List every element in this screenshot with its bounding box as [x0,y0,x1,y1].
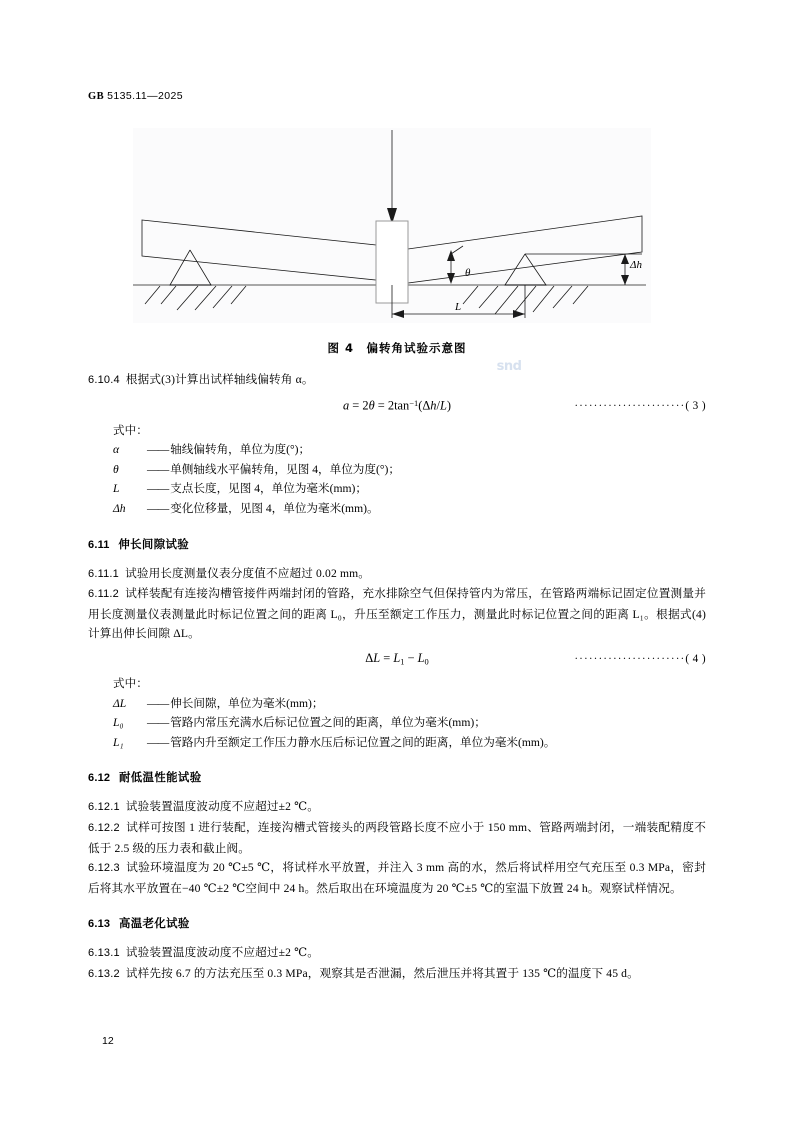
left-pipe-body [142,220,376,280]
definition-row [113,713,706,733]
theta-arrow-head-up [447,250,455,261]
definition-text: 伸长间隙，单位为毫米(mm)； [170,696,324,710]
equation-3-row [88,397,706,421]
l-arrow-left [392,310,404,318]
definition-dash: —— [147,735,169,749]
clause-6-12-1 [88,797,706,818]
definition-list-2 [88,694,706,753]
definition-symbol: L₁ [113,735,124,749]
definition-text: 单侧轴线水平偏转角，见图 4，单位为度(°)； [170,462,400,476]
clause-6-13-2-text: 试样先按 6.7 的方法充压至 0.3 MPa，观察其是否泄漏，然后泄压并将其置于 135 ℃的温度下 45 d。 [125,966,639,980]
clause-6-12-3 [88,858,706,898]
clause-6-11-1 [88,564,706,585]
section-6-12-title: 耐低温性能试验 [118,770,202,785]
right-ground-hatching [463,286,588,314]
definition-text: 支点长度，见图 4，单位为毫米(mm)； [170,482,367,496]
section-6-12-number: 6.12 [88,772,111,785]
clause-6-11-1-number: 6.11.1 [88,567,119,580]
span-label: L [455,301,462,313]
delta-h-arrow-down [621,275,629,285]
section-heading-6-12 [88,769,706,785]
clause-6-12-3-number: 6.12.3 [88,862,120,875]
definition-text: 管路内升至额定工作压力静水压后标记位置之间的距离，单位为毫米(mm)。 [170,735,556,749]
left-ground-hatching [145,286,246,310]
definition-dash: —— [147,443,169,457]
definition-symbol: L [113,482,120,496]
definition-symbol: α [113,443,120,457]
watermark: snd [496,359,522,374]
definition-symbol: θ [113,462,119,476]
definition-text: 轴线偏转角，单位为度(°)； [170,443,311,457]
definition-list-1 [88,440,706,518]
theta-leader [451,246,463,254]
delta-h-label: Δh [630,259,642,271]
clause-6-12-1-text: 试验装置温度波动度不应超过±2 ℃。 [125,800,319,814]
figure-4-diagram [133,128,651,323]
theta-label: θ [465,267,471,279]
clause-6-12-3-text: 试验环境温度为 20 ℃±5 ℃，将试样水平放置，并注入 3 mm 高的水，然后将试样用空气充压至 0.3 MPa，密封后将其水平放置在−40 ℃±2 ℃空间中 24 h。然后取出在环境温度为 20 ℃±5 ℃的室温下放置 24 h。观察试样情况。 [88,861,706,895]
right-pipe-body [408,216,642,283]
section-6-11-number: 6.11 [88,538,110,551]
clause-6-12-1-number: 6.12.1 [88,801,120,814]
definition-dash: —— [147,501,169,515]
definition-symbol: Δh [113,501,126,515]
section-heading-6-11 [88,536,706,552]
definition-row [113,479,706,499]
where-label-2: 式中： [113,676,148,690]
clause-6-10-4-text: 根据式(3)计算出试样轴线偏转角 α。 [125,373,314,386]
equation-4-row [88,650,706,674]
definition-text: 变化位移量，见图 4，单位为毫米(mm)。 [170,501,379,515]
definition-row [113,499,706,519]
definition-row [113,694,706,714]
equation-3: $a = 2\theta = 2\tan^{-1}(\Delta h/L)$ [343,397,451,413]
clause-6-13-1 [88,943,706,964]
definition-symbol: L₀ [113,716,124,730]
definition-symbol: ΔL [113,696,127,710]
definition-row [113,733,706,753]
definition-row [113,460,706,480]
clause-6-12-2-text: 试样可按图 1 进行装配，连接沟槽式管接头的两段管路长度不应小于 150 mm、管路两端封闭，一端装配精度不低于 2.5 级的压力表和截止阀。 [88,820,706,855]
clause-6-11-1-text: 试验用长度测量仪表分度值不应超过 0.02 mm。 [125,566,371,580]
clause-6-10-4-number: 6.10.4 [88,374,120,386]
clause-6-10-4 [88,370,706,391]
where-label-1: 式中： [113,423,148,437]
standard-number: 5135.11—2025 [107,90,183,102]
section-heading-6-13 [88,915,706,931]
clause-6-11-2 [88,584,706,644]
definition-dash: —— [147,482,169,496]
delta-h-arrow-up [621,254,629,264]
definition-dash: —— [147,716,169,730]
theta-arrow-head-down [447,273,455,284]
section-6-13-number: 6.13 [88,918,111,931]
clause-6-13-1-text: 试验装置温度波动度不应超过±2 ℃。 [125,946,319,960]
page-number: 12 [102,1035,114,1047]
clause-6-11-2-number: 6.11.2 [88,588,119,601]
clause-6-12-2-number: 6.12.2 [88,821,120,834]
l-arrow-right [513,310,525,318]
clause-6-12-2 [88,818,706,858]
equation-4: $\Delta L = L_1 - L_0$ [365,650,429,667]
definition-dash: —— [147,696,169,710]
clause-6-11-2-text: 试样装配有连接沟槽管接件两端封闭的管路，充水排除空气但保持管内为常压，在管路两端标记固定位置测量并用长度测量仪表测量此时标记位置之间的距离 L₀，升压至额定工作压力，测量此时标记位置之间的距离 L₁。根据式(4)计算出伸长间隙 ΔL。 [88,587,706,641]
figure-4-caption: 图 4 偏转角试验示意图 [327,341,467,355]
section-6-11-title: 伸长间隙试验 [118,536,190,551]
definition-dash: —— [147,462,169,476]
page-header [88,90,183,102]
definition-row [113,440,706,460]
clause-6-13-1-number: 6.13.1 [88,947,120,960]
clause-6-13-2 [88,964,706,985]
left-support-triangle [170,250,211,285]
standard-prefix: GB [88,91,105,102]
clause-6-13-2-number: 6.13.2 [88,967,120,980]
equation-3-number: ·······················( 3 ) [574,399,706,412]
equation-4-number: ·······················( 4 ) [574,652,706,665]
definition-text: 管路内常压充满水后标记位置之间的距离，单位为毫米(mm)； [170,716,486,730]
section-6-13-title: 高温老化试验 [118,916,190,931]
document-body [88,370,706,984]
